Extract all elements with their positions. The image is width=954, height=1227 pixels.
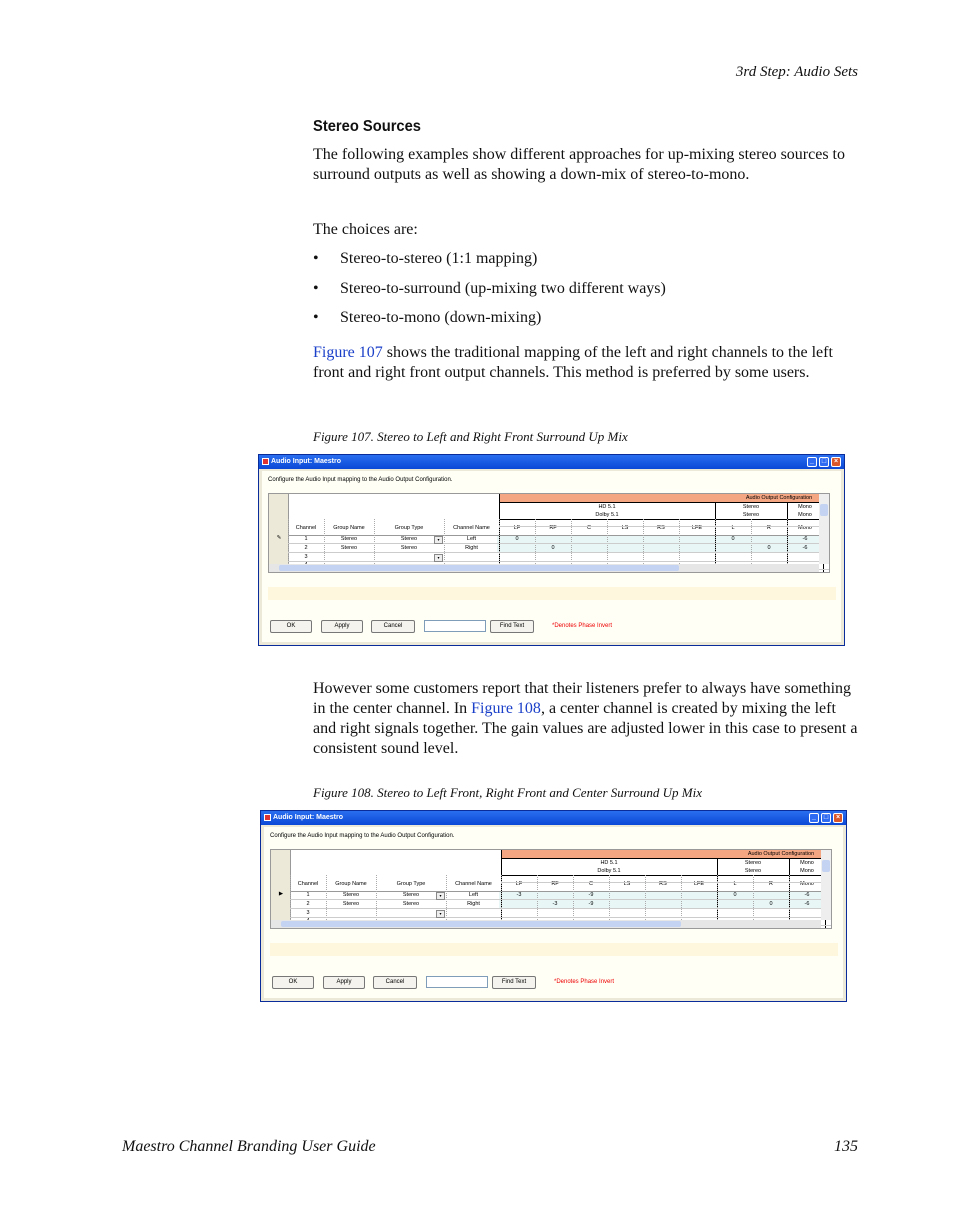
- running-header: 3rd Step: Audio Sets: [735, 64, 858, 80]
- table-cell-r[interactable]: 0: [769, 901, 773, 907]
- column-header[interactable]: LS: [623, 881, 631, 887]
- footer-guide-title: Maestro Channel Branding User Guide: [122, 1138, 376, 1155]
- table-cell-l[interactable]: 0: [731, 536, 735, 542]
- column-header[interactable]: LS: [621, 525, 629, 531]
- find-text-input[interactable]: [424, 620, 486, 632]
- section-heading: Stereo Sources: [313, 118, 421, 135]
- column-header[interactable]: R: [767, 525, 771, 531]
- horizontal-scrollbar[interactable]: [269, 564, 819, 572]
- config-header: Audio Output Configuration: [747, 851, 815, 857]
- vertical-scrollbar[interactable]: [819, 494, 829, 564]
- column-header[interactable]: Group Name: [335, 881, 367, 887]
- column-header[interactable]: R: [769, 881, 773, 887]
- group-mono: Mono: [798, 504, 812, 510]
- figure108-caption: Figure 108. Stereo to Left Front, Right Front and Center Surround Up Mix: [313, 785, 703, 800]
- table-cell-channel-name[interactable]: Right: [465, 545, 478, 551]
- column-header[interactable]: LF: [515, 881, 523, 887]
- table-cell-channel-name[interactable]: Left: [466, 536, 477, 542]
- table-cell-group-type[interactable]: Stereo: [400, 545, 418, 551]
- column-header[interactable]: C: [587, 525, 591, 531]
- column-header[interactable]: Channel: [297, 881, 319, 887]
- table-row[interactable]: [269, 553, 829, 561]
- cancel-button[interactable]: Cancel: [371, 620, 415, 633]
- mapping-grid[interactable]: [270, 849, 832, 929]
- dialog-instruction: Configure the Audio Input mapping to the Audio Output Configuration.: [270, 833, 455, 839]
- table-cell-rf[interactable]: 0: [551, 545, 555, 551]
- table-cell-mono[interactable]: -6: [804, 892, 810, 898]
- dialog-body: [264, 827, 843, 998]
- table-cell-l[interactable]: 0: [733, 892, 737, 898]
- figure107-link[interactable]: Figure 107: [313, 344, 383, 361]
- table-cell-channel[interactable]: 2: [304, 545, 308, 551]
- group-dolby: Dolby 5.1: [595, 512, 619, 518]
- find-text-button[interactable]: Find Text: [490, 620, 534, 633]
- dialog-title-bar[interactable]: [261, 811, 846, 825]
- table-cell-mono[interactable]: -6: [802, 536, 808, 542]
- dialog-title: Audio Input: Maestro: [271, 458, 341, 465]
- group-type-dropdown[interactable]: ▾: [434, 536, 443, 544]
- table-cell-group-type[interactable]: Stereo: [402, 901, 420, 907]
- group-stereo: Stereo: [742, 512, 760, 518]
- table-cell-channel[interactable]: 1: [304, 536, 308, 542]
- table-row[interactable]: [271, 891, 831, 899]
- horizontal-scrollbar[interactable]: [271, 920, 821, 928]
- table-cell-channel-name[interactable]: Left: [468, 892, 479, 898]
- column-header[interactable]: RF: [549, 525, 557, 531]
- table-cell-group-name[interactable]: Stereo: [342, 901, 360, 907]
- column-header[interactable]: Channel Name: [453, 525, 490, 531]
- table-cell-lf[interactable]: 0: [515, 536, 519, 542]
- group-type-dropdown[interactable]: ▾: [434, 554, 443, 562]
- column-header[interactable]: Mono: [798, 525, 812, 531]
- current-row-icon: ▶: [278, 891, 284, 897]
- apply-button[interactable]: Apply: [323, 976, 365, 989]
- group-hd: HD 5.1: [598, 504, 616, 510]
- dialog-title-bar[interactable]: [259, 455, 844, 469]
- dialog-title: Audio Input: Maestro: [273, 814, 343, 821]
- table-cell-c[interactable]: -9: [588, 901, 594, 907]
- close-icon[interactable]: ×: [831, 457, 841, 467]
- find-text-input[interactable]: [426, 976, 488, 988]
- dialog-instruction: Configure the Audio Input mapping to the Audio Output Configuration.: [268, 477, 453, 483]
- column-header[interactable]: LFE: [693, 881, 705, 887]
- phase-invert-note: *Denotes Phase Invert: [552, 623, 613, 629]
- figure107-dialog: [258, 454, 845, 646]
- vertical-scrollbar[interactable]: [821, 850, 831, 920]
- ok-button[interactable]: OK: [272, 976, 314, 989]
- app-icon: [264, 814, 271, 821]
- bullet-item: • Stereo-to-stereo (1:1 mapping): [313, 250, 538, 267]
- table-cell-lf[interactable]: -3: [516, 892, 522, 898]
- config-header: Audio Output Configuration: [745, 495, 813, 501]
- table-cell-mono[interactable]: -6: [804, 901, 810, 907]
- ok-button[interactable]: OK: [270, 620, 312, 633]
- column-header[interactable]: Group Type: [396, 881, 426, 887]
- maximize-icon[interactable]: □: [821, 813, 831, 823]
- figure108-paragraph: However some customers report that their listeners prefer to always have something in the center channel. In Figure 108, a center channel is created by mixing the left and right signals together. The gain values are adjusted lower in this case to present a consistent sound level.: [313, 680, 858, 757]
- app-icon: [262, 458, 269, 465]
- table-row[interactable]: [269, 544, 829, 552]
- group-mono: Mono: [800, 860, 814, 866]
- group-mono: Mono: [798, 512, 812, 518]
- group-dolby: Dolby 5.1: [597, 868, 621, 874]
- bullet-item: • Stereo-to-mono (down-mixing): [313, 309, 542, 326]
- choices-lead: The choices are:: [313, 221, 418, 238]
- figure108-link[interactable]: Figure 108: [471, 700, 541, 717]
- figure107-caption: Figure 107. Stereo to Left and Right Front Surround Up Mix: [313, 429, 628, 444]
- table-cell-mono[interactable]: -6: [802, 545, 808, 551]
- table-cell-channel-name[interactable]: Right: [467, 901, 480, 907]
- group-type-dropdown[interactable]: ▾: [436, 892, 445, 900]
- table-cell-channel[interactable]: 1: [306, 892, 310, 898]
- column-header[interactable]: RS: [657, 525, 665, 531]
- figure107-paragraph: Figure 107 shows the traditional mapping of the left and right channels to the left front and right front output channels. This method is preferred by some users.: [313, 344, 833, 381]
- table-cell-channel[interactable]: 2: [306, 901, 310, 907]
- mapping-grid[interactable]: [268, 493, 830, 573]
- table-cell-r[interactable]: 0: [767, 545, 771, 551]
- minimize-icon[interactable]: _: [809, 813, 819, 823]
- column-header[interactable]: L: [733, 881, 737, 887]
- column-header[interactable]: RS: [659, 881, 667, 887]
- table-cell-group-type[interactable]: Stereo: [402, 892, 420, 898]
- table-cell-channel[interactable]: 3: [304, 554, 308, 560]
- status-strip: [268, 587, 836, 600]
- column-header[interactable]: Group Name: [333, 525, 365, 531]
- column-header[interactable]: RF: [551, 881, 559, 887]
- column-header[interactable]: C: [589, 881, 593, 887]
- group-stereo: Stereo: [744, 868, 762, 874]
- column-header[interactable]: Channel: [295, 525, 317, 531]
- column-header[interactable]: Mono: [800, 881, 814, 887]
- table-row[interactable]: [269, 535, 829, 543]
- column-header[interactable]: Channel Name: [455, 881, 492, 887]
- dialog-body: [262, 471, 841, 642]
- phase-invert-note: *Denotes Phase Invert: [554, 979, 615, 985]
- table-row[interactable]: [271, 900, 831, 908]
- edit-pencil-icon: ✎: [276, 535, 282, 541]
- group-stereo: Stereo: [742, 504, 760, 510]
- group-type-dropdown[interactable]: ▾: [436, 910, 445, 918]
- footer-page-number: 135: [834, 1138, 858, 1155]
- close-icon[interactable]: ×: [833, 813, 843, 823]
- table-row[interactable]: [271, 909, 831, 917]
- group-hd: HD 5.1: [600, 860, 618, 866]
- find-text-button[interactable]: Find Text: [492, 976, 536, 989]
- cancel-button[interactable]: Cancel: [373, 976, 417, 989]
- bullet-item: • Stereo-to-surround (up-mixing two different ways): [313, 280, 666, 297]
- table-cell-channel[interactable]: 3: [306, 910, 310, 916]
- table-cell-group-name[interactable]: Stereo: [342, 892, 360, 898]
- column-header[interactable]: L: [731, 525, 735, 531]
- column-header[interactable]: LF: [513, 525, 521, 531]
- table-cell-rf[interactable]: -3: [552, 901, 558, 907]
- group-stereo: Stereo: [744, 860, 762, 866]
- group-mono: Mono: [800, 868, 814, 874]
- column-header[interactable]: Group Type: [394, 525, 424, 531]
- status-strip: [270, 943, 838, 956]
- table-cell-group-name[interactable]: Stereo: [340, 545, 358, 551]
- table-cell-group-name[interactable]: Stereo: [340, 536, 358, 542]
- table-cell-group-type[interactable]: Stereo: [400, 536, 418, 542]
- minimize-icon[interactable]: _: [807, 457, 817, 467]
- column-header[interactable]: LFE: [691, 525, 703, 531]
- apply-button[interactable]: Apply: [321, 620, 363, 633]
- maximize-icon[interactable]: □: [819, 457, 829, 467]
- figure108-dialog: [260, 810, 847, 1002]
- intro-paragraph: The following examples show different approaches for up-mixing stereo sources to surround outputs as well as showing a down-mix of stereo-to-mono.: [313, 146, 845, 183]
- table-cell-c[interactable]: -9: [588, 892, 594, 898]
